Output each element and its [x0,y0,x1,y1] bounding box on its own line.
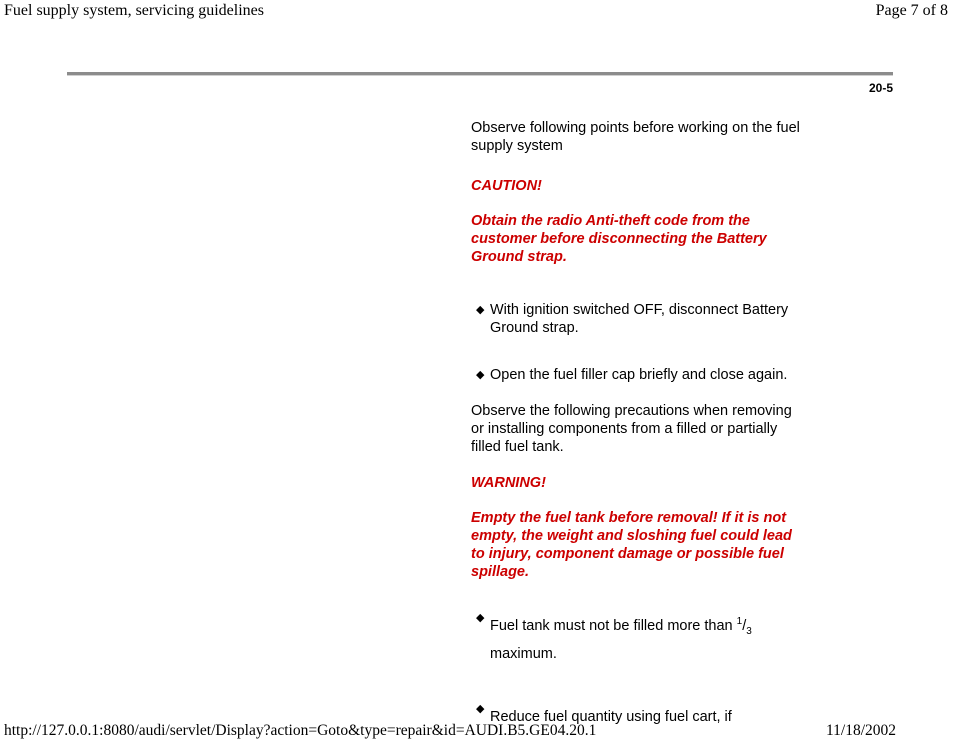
section-page-number: 20-5 [868,81,893,95]
page-indicator: Page 7 of 8 [875,2,948,19]
diamond-bullet-icon: ◆ [476,703,485,715]
warning-text: Empty the fuel tank before removal! If it is not empty, the weight and sloshing fuel could lead to injury, component damage or possible fuel spillage. [471,510,792,580]
warning-title: WARNING! [471,475,546,491]
caution-title: CAUTION! [471,178,542,194]
bullet-item-3-suffix: maximum. [490,646,557,662]
bullet-item-2 [471,366,806,384]
bullet-item-1-text: With ignition switched OFF, disconnect Battery Ground strap. [490,302,789,336]
main-content [471,119,806,726]
footer-date: 11/18/2002 [826,722,897,739]
diamond-bullet-icon: ◆ [476,612,485,624]
caution-text: Obtain the radio Anti-theft code from the customer before disconnecting the Battery Ground strap. [471,213,767,265]
document-title: Fuel supply system, servicing guidelines [4,2,264,19]
bullet-item-4-text: Reduce fuel quantity using fuel cart, if [490,709,732,725]
bullet-item-3 [471,612,806,663]
intro-text: Observe following points before working on the fuel supply system [471,120,800,154]
precautions-text: Observe the following precautions when removing or installing components from a filled or partially filled fuel tank. [471,403,792,455]
bullet-item-1 [471,301,806,337]
fraction-one-third: $^1/_3$ [736,616,752,637]
fraction-numerator: 1 [736,616,743,628]
bullet-item-3-text: Fuel tank must not be filled more than [490,618,737,634]
header-divider [67,72,893,76]
diamond-bullet-icon: ◆ [476,304,485,316]
diamond-bullet-icon: ◆ [476,369,485,381]
fraction-denominator: 3 [746,625,752,637]
footer-url: http://127.0.0.1:8080/audi/servlet/Display?action=Goto&type=repair&id=AUDI.B5.GE04.20.1 [4,722,597,739]
bullet-item-2-text: Open the fuel filler cap briefly and close again. [490,367,788,383]
